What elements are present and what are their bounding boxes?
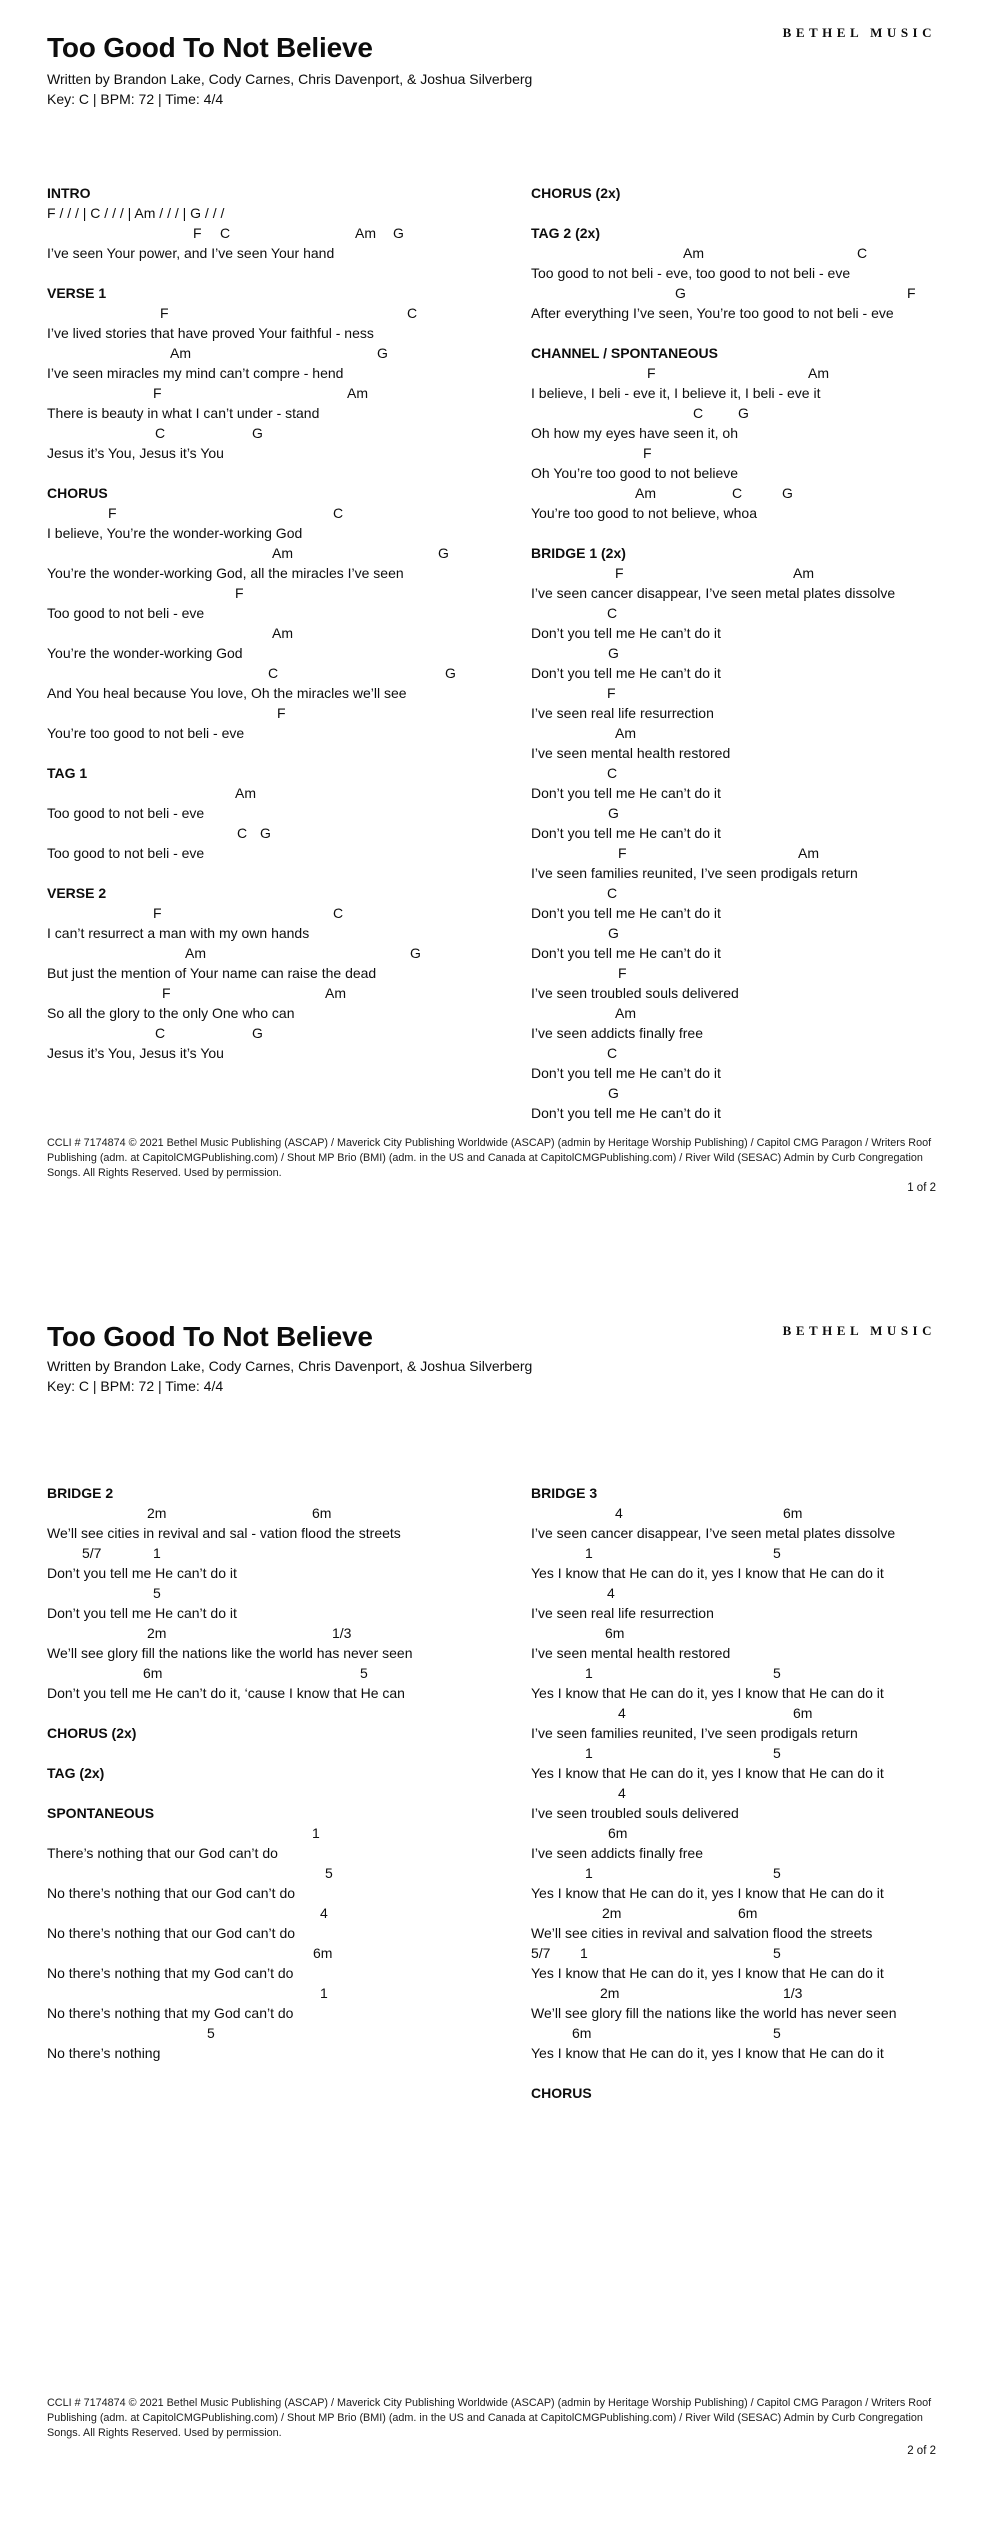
- song-section: [531, 1483, 993, 2063]
- lyric-line: There’s nothing that our God can’t do: [47, 1845, 278, 1861]
- section-title: BRIDGE 1 (2x): [531, 545, 626, 561]
- lyric-line: We’ll see cities in revival and sal - vation flood the streets: [47, 1525, 401, 1541]
- lyric-line: Oh how my eyes have seen it, oh: [531, 425, 738, 441]
- lyric-line: We’ll see cities in revival and salvation flood the streets: [531, 1925, 873, 1941]
- page1-right-column: [531, 183, 993, 1143]
- chord-line: [47, 1023, 509, 1043]
- section-title: CHORUS (2x): [531, 185, 621, 201]
- lyric-line: We’ll see glory fill the nations like the world has never seen: [47, 1645, 413, 1661]
- lyric-line: You’re too good to not beli - eve: [47, 725, 245, 741]
- chord: 5/7: [531, 1945, 551, 1961]
- song-section: [47, 1763, 509, 1783]
- song-section: [47, 883, 509, 1063]
- bethel-music-logo: BETHEL MUSIC: [782, 1323, 936, 1338]
- chord-line: [531, 763, 993, 783]
- chord-line: [47, 823, 509, 843]
- lyric-line: Don’t you tell me He can’t do it: [531, 905, 721, 921]
- chord-line: [47, 303, 509, 323]
- chord-line: [531, 403, 993, 423]
- chord: G: [252, 425, 263, 441]
- chord: 4: [618, 1785, 626, 1801]
- chord-line: [531, 1543, 993, 1563]
- chord: F: [277, 705, 286, 721]
- lyric-line: We’ll see glory fill the nations like the world has never seen: [531, 2005, 897, 2021]
- lyric-line: And You heal because You love, Oh the miracles we’ll see: [47, 685, 407, 701]
- chord: F: [235, 585, 244, 601]
- chord-line: [531, 1863, 993, 1883]
- chord: G: [738, 405, 749, 421]
- lyric-line: No there’s nothing that my God can’t do: [47, 2005, 294, 2021]
- chord: G: [377, 345, 388, 361]
- lyric-line: You’re the wonder-working God: [47, 645, 243, 661]
- chord: F: [607, 685, 616, 701]
- chord: 1/3: [783, 1985, 803, 2001]
- song-section: [47, 1723, 509, 1743]
- chord: C: [407, 305, 418, 321]
- song-section: [47, 1483, 509, 1703]
- lyric-line: I can’t resurrect a man with my own hands: [47, 925, 310, 941]
- lyric-line: But just the mention of Your name can raise the dead: [47, 965, 377, 981]
- section-title: VERSE 1: [47, 285, 107, 301]
- chord-line: [531, 1003, 993, 1023]
- chord: C: [607, 1045, 618, 1061]
- chord: Am: [272, 545, 293, 561]
- lyric-line: Yes I know that He can do it, yes I know that He can do it: [531, 1765, 884, 1781]
- chord: C: [333, 905, 344, 921]
- chord: G: [608, 645, 619, 661]
- chord: 1: [585, 1745, 593, 1761]
- chord-line: [47, 983, 509, 1003]
- chord: F: [647, 365, 656, 381]
- chord-line: [531, 1043, 993, 1063]
- chord: C: [155, 425, 166, 441]
- chord-line: [47, 503, 509, 523]
- chord: 1: [580, 1945, 588, 1961]
- chord: 1: [153, 1545, 161, 1561]
- chord-line: [47, 1623, 509, 1643]
- lyric-line: I’ve seen real life resurrection: [531, 1605, 714, 1621]
- page-number: 2 of 2: [907, 2445, 936, 2457]
- chord: 6m: [313, 1945, 333, 1961]
- lyric-line: No there’s nothing that our God can’t do: [47, 1885, 296, 1901]
- chord: F: [618, 845, 627, 861]
- chord: 4: [615, 1505, 623, 1521]
- chord: F: [618, 965, 627, 981]
- chord: C: [237, 825, 248, 841]
- chord-line: [47, 343, 509, 363]
- chord: G: [252, 1025, 263, 1041]
- chord: C: [333, 505, 344, 521]
- chord-line: [531, 603, 993, 623]
- lyric-line: Too good to not beli - eve: [47, 805, 205, 821]
- chord: G: [782, 485, 793, 501]
- chord: Am: [615, 725, 636, 741]
- lyric-line: Yes I know that He can do it, yes I know that He can do it: [531, 1885, 884, 1901]
- chord: G: [438, 545, 449, 561]
- lyric-line: Yes I know that He can do it, yes I know that He can do it: [531, 1565, 884, 1581]
- copyright-footer: CCLI # 7174874 © 2021 Bethel Music Publishing (ASCAP) / Maverick City Publishing Worldwide (ASCAP) (admin by Heritage Worship Publishing) / Capitol CMG Paragon / Writers Roof Publishing (adm. at CapitolCMGPublishing.com) / Shout MP Brio (BMI) (adm. in the US and Canada at CapitolCMGPublishing.com) / River Wild (SESAC) Admin by Curb Congregation Songs. All Rights Reserved. Used by permission.: [47, 1137, 932, 1179]
- chord: C: [732, 485, 743, 501]
- chord-line: [531, 963, 993, 983]
- chord: F: [907, 285, 916, 301]
- chord: 2m: [147, 1625, 167, 1641]
- chord: 6m: [793, 1705, 813, 1721]
- chord-line: [47, 543, 509, 563]
- chord: C: [693, 405, 704, 421]
- chord-line: [47, 943, 509, 963]
- section-title: VERSE 2: [47, 885, 107, 901]
- chord: 1: [585, 1545, 593, 1561]
- lyric-line: I’ve seen families reunited, I’ve seen prodigals return: [531, 865, 858, 881]
- chord-line: [531, 1623, 993, 1643]
- chord: 6m: [738, 1905, 758, 1921]
- lyric-line: Oh You’re too good to not believe: [531, 465, 739, 481]
- chord: 5: [325, 1865, 333, 1881]
- chord-line: [47, 783, 509, 803]
- chord-line: [531, 1663, 993, 1683]
- chord-line: [47, 1983, 509, 2003]
- lyric-line: Don’t you tell me He can’t do it: [47, 1565, 237, 1581]
- chord: F: [160, 305, 169, 321]
- page-title: Too Good To Not Believe: [47, 32, 373, 63]
- chord: F: [193, 225, 202, 241]
- chord: Am: [808, 365, 829, 381]
- chord: Am: [185, 945, 206, 961]
- lyric-line: You’re the wonder-working God, all the miracles I’ve seen: [47, 565, 404, 581]
- lyric-line: Don’t you tell me He can’t do it: [531, 1105, 721, 1121]
- chord-line: [47, 423, 509, 443]
- song-section: [531, 543, 993, 1123]
- chord: 1: [585, 1865, 593, 1881]
- chord: 6m: [572, 2025, 592, 2041]
- chord-line: [531, 283, 993, 303]
- chord-bars-line: F / / / | C / / / | Am / / / | G / / /: [47, 205, 225, 221]
- song-section: [47, 763, 509, 863]
- chord: G: [608, 925, 619, 941]
- chord: 6m: [783, 1505, 803, 1521]
- lyric-line: Don’t you tell me He can’t do it: [531, 945, 721, 961]
- section-title: CHORUS: [531, 2085, 592, 2101]
- lyric-line: I’ve seen troubled souls delivered: [531, 1805, 739, 1821]
- lyric-line: Yes I know that He can do it, yes I know that He can do it: [531, 1965, 884, 1981]
- lyric-line: I’ve seen mental health restored: [531, 745, 731, 761]
- chord: C: [607, 885, 618, 901]
- authors-line: Written by Brandon Lake, Cody Carnes, Chris Davenport, & Joshua Silverberg: [47, 1358, 533, 1374]
- chord-line: [531, 723, 993, 743]
- chord-line: [531, 923, 993, 943]
- chord: 4: [320, 1905, 328, 1921]
- section-title: BRIDGE 3: [531, 1485, 598, 1501]
- chord-line: [531, 1583, 993, 1603]
- song-section: [531, 183, 993, 203]
- section-title: TAG 1: [47, 765, 88, 781]
- song-section: [531, 2083, 993, 2103]
- lyric-line: Don’t you tell me He can’t do it, ‘cause I know that He can: [47, 1685, 405, 1701]
- chord: Am: [798, 845, 819, 861]
- chord-line: [47, 1503, 509, 1523]
- chord-line: [531, 1783, 993, 1803]
- chord-line: [531, 1083, 993, 1103]
- chord-line: [47, 903, 509, 923]
- chord: 5: [773, 1945, 781, 1961]
- chord-line: [531, 1503, 993, 1523]
- lyric-line: No there’s nothing: [47, 2045, 161, 2061]
- lyric-line: So all the glory to the only One who can: [47, 1005, 295, 1021]
- chord: G: [675, 285, 686, 301]
- chord-line: [47, 583, 509, 603]
- lyric-line: Don’t you tell me He can’t do it: [531, 665, 721, 681]
- lyric-line: There is beauty in what I can’t under - stand: [47, 405, 320, 421]
- chord: 4: [618, 1705, 626, 1721]
- lyric-line: I’ve seen addicts finally free: [531, 1845, 703, 1861]
- chord-line: [531, 443, 993, 463]
- chord: 5: [773, 1865, 781, 1881]
- chord: 2m: [602, 1905, 622, 1921]
- song-section: [531, 223, 993, 323]
- song-section: [47, 183, 509, 263]
- section-title: SPONTANEOUS: [47, 1805, 155, 1821]
- chord-line: [47, 1543, 509, 1563]
- lyric-line: You’re too good to not believe, whoa: [531, 505, 757, 521]
- chord-line: [47, 1583, 509, 1603]
- page-number: 1 of 2: [907, 1182, 936, 1194]
- chord: Am: [635, 485, 656, 501]
- chord: Am: [793, 565, 814, 581]
- section-title: CHORUS: [47, 485, 108, 501]
- chord: G: [393, 225, 404, 241]
- chord-line: [531, 1903, 993, 1923]
- chord: F: [153, 905, 162, 921]
- chord-line: [47, 703, 509, 723]
- chord: F: [615, 565, 624, 581]
- page2-left-column: [47, 1483, 509, 2083]
- lyric-line: Jesus it’s You, Jesus it’s You: [47, 445, 224, 461]
- chord: 5: [773, 2025, 781, 2041]
- lyric-line: After everything I’ve seen, You’re too good to not beli - eve: [531, 305, 894, 321]
- song-meta-line: Key: C | BPM: 72 | Time: 4/4: [47, 91, 224, 107]
- chord: 5: [360, 1665, 368, 1681]
- chord-line: [47, 1663, 509, 1683]
- chord: C: [155, 1025, 166, 1041]
- chord: 6m: [312, 1505, 332, 1521]
- chord: 2m: [147, 1505, 167, 1521]
- chord-line: [531, 883, 993, 903]
- bethel-music-logo: BETHEL MUSIC: [782, 25, 936, 40]
- chord-line: [47, 623, 509, 643]
- lyric-line: I’ve seen troubled souls delivered: [531, 985, 739, 1001]
- chord: 4: [607, 1585, 615, 1601]
- chord-line: [531, 1823, 993, 1843]
- song-meta-line: Key: C | BPM: 72 | Time: 4/4: [47, 1378, 224, 1394]
- chord: 6m: [143, 1665, 163, 1681]
- lyric-line: Jesus it’s You, Jesus it’s You: [47, 1045, 224, 1061]
- lyric-line: Don’t you tell me He can’t do it: [531, 625, 721, 641]
- chord: F: [153, 385, 162, 401]
- chord-line: [531, 643, 993, 663]
- lyric-line: I believe, You’re the wonder-working God: [47, 525, 303, 541]
- chord: 1: [312, 1825, 320, 1841]
- chord-line: [47, 1863, 509, 1883]
- chord: Am: [235, 785, 256, 801]
- chord-line: [531, 563, 993, 583]
- lyric-line: I’ve seen addicts finally free: [531, 1025, 703, 1041]
- lyric-line: Yes I know that He can do it, yes I know that He can do it: [531, 2045, 884, 2061]
- lyric-line: I’ve seen cancer disappear, I’ve seen metal plates dissolve: [531, 1525, 896, 1541]
- chord-line: [531, 363, 993, 383]
- chord-line: [531, 843, 993, 863]
- song-section: [47, 483, 509, 743]
- chord: G: [608, 805, 619, 821]
- chord-line: [47, 1903, 509, 1923]
- chord: 5: [773, 1545, 781, 1561]
- chord: 5: [773, 1745, 781, 1761]
- page-title: Too Good To Not Believe: [47, 1321, 373, 1352]
- lyric-line: I’ve seen families reunited, I’ve seen prodigals return: [531, 1725, 858, 1741]
- chord: Am: [325, 985, 346, 1001]
- chord: F: [643, 445, 652, 461]
- chord: 5/7: [82, 1545, 102, 1561]
- authors-line: Written by Brandon Lake, Cody Carnes, Chris Davenport, & Joshua Silverberg: [47, 71, 533, 87]
- chord: Am: [272, 625, 293, 641]
- chord-line: [531, 683, 993, 703]
- lyric-line: I’ve lived stories that have proved Your faithful - ness: [47, 325, 374, 341]
- chord-line: [531, 803, 993, 823]
- chord: 5: [207, 2025, 215, 2041]
- chord: C: [220, 225, 231, 241]
- chord: 5: [773, 1665, 781, 1681]
- chord: C: [607, 765, 618, 781]
- chord: Am: [170, 345, 191, 361]
- chord-line: [531, 243, 993, 263]
- chord-line: [47, 2023, 509, 2043]
- chord: Am: [683, 245, 704, 261]
- copyright-footer: CCLI # 7174874 © 2021 Bethel Music Publishing (ASCAP) / Maverick City Publishing Worldwide (ASCAP) (admin by Heritage Worship Publishing) / Capitol CMG Paragon / Writers Roof Publishing (adm. at CapitolCMGPublishing.com) / Shout MP Brio (BMI) (adm. in the US and Canada at CapitolCMGPublishing.com) / River Wild (SESAC) Admin by Curb Congregation Songs. All Rights Reserved. Used by permission.: [47, 2397, 932, 2439]
- chord: C: [268, 665, 279, 681]
- lyric-line: I’ve seen real life resurrection: [531, 705, 714, 721]
- lyric-line: I’ve seen Your power, and I’ve seen Your hand: [47, 245, 335, 261]
- lyric-line: No there’s nothing that my God can’t do: [47, 1965, 294, 1981]
- chord: G: [608, 1085, 619, 1101]
- chord-line: [47, 1823, 509, 1843]
- lyric-line: Don’t you tell me He can’t do it: [531, 1065, 721, 1081]
- chord: 1: [585, 1665, 593, 1681]
- section-title: BRIDGE 2: [47, 1485, 114, 1501]
- chord: C: [607, 605, 618, 621]
- section-title: CHANNEL / SPONTANEOUS: [531, 345, 718, 361]
- chord-line: [531, 1983, 993, 2003]
- lyric-line: Yes I know that He can do it, yes I know that He can do it: [531, 1685, 884, 1701]
- chord-line: [531, 1943, 993, 1963]
- chord-line: [531, 1703, 993, 1723]
- chord: Am: [347, 385, 368, 401]
- lyric-line: I’ve seen miracles my mind can’t compre - hend: [47, 365, 344, 381]
- lyric-line: Too good to not beli - eve: [47, 845, 205, 861]
- lyric-line: I’ve seen cancer disappear, I’ve seen metal plates dissolve: [531, 585, 896, 601]
- section-title: TAG (2x): [47, 1765, 105, 1781]
- lyric-line: Don’t you tell me He can’t do it: [47, 1605, 237, 1621]
- lyric-line: Too good to not beli - eve, too good to not beli - eve: [531, 265, 851, 281]
- chord: F: [108, 505, 117, 521]
- chord-line: [531, 483, 993, 503]
- song-section: [531, 343, 993, 523]
- chord-line: [531, 1743, 993, 1763]
- section-title: TAG 2 (2x): [531, 225, 600, 241]
- song-section: [47, 1803, 509, 2063]
- chord: C: [857, 245, 868, 261]
- lyric-line: I believe, I beli - eve it, I believe it, I beli - eve it: [531, 385, 821, 401]
- page2-right-column: [531, 1483, 993, 2123]
- chord: G: [410, 945, 421, 961]
- chord: 6m: [608, 1825, 628, 1841]
- chord-line: [47, 1943, 509, 1963]
- lyric-line: Too good to not beli - eve: [47, 605, 205, 621]
- chord: 1/3: [332, 1625, 352, 1641]
- lyric-line: Don’t you tell me He can’t do it: [531, 785, 721, 801]
- song-section: [47, 283, 509, 463]
- chord: F: [162, 985, 171, 1001]
- lyric-line: I’ve seen mental health restored: [531, 1645, 731, 1661]
- chord: G: [260, 825, 271, 841]
- chord-line: [47, 383, 509, 403]
- chord: 5: [153, 1585, 161, 1601]
- chord: 1: [320, 1985, 328, 2001]
- chord: Am: [615, 1005, 636, 1021]
- lyric-line: Don’t you tell me He can’t do it: [531, 825, 721, 841]
- section-title: INTRO: [47, 185, 91, 201]
- page1-left-column: [47, 183, 509, 1083]
- chord-line: [531, 2023, 993, 2043]
- lyric-line: No there’s nothing that our God can’t do: [47, 1925, 296, 1941]
- chord: 6m: [605, 1625, 625, 1641]
- chord-line: [47, 663, 509, 683]
- chord-line: [47, 223, 509, 243]
- chord: G: [445, 665, 456, 681]
- section-title: CHORUS (2x): [47, 1725, 137, 1741]
- chord: Am: [355, 225, 376, 241]
- chord: 2m: [600, 1985, 620, 2001]
